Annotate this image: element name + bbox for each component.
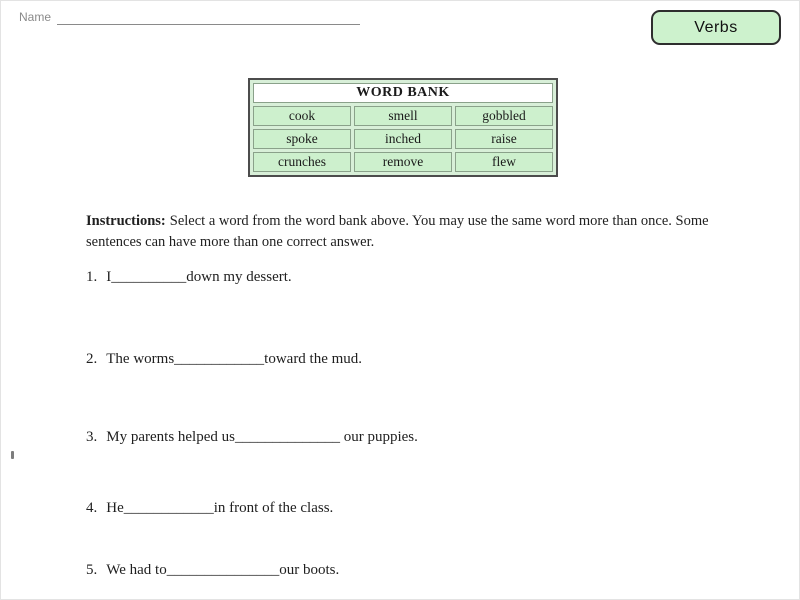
sentence-text-before: He [106, 500, 124, 516]
sentence-text-before: We had to [106, 562, 167, 578]
word-bank-title: WORD BANK [253, 83, 553, 103]
word-bank-header-row [253, 83, 553, 103]
sentence-number: 3. [86, 429, 98, 445]
sentence-text-before: The worms [106, 351, 175, 367]
word-bank-table [248, 78, 558, 177]
word-bank-row [253, 129, 553, 149]
word-bank-cell: remove [354, 152, 452, 172]
name-label: Name [19, 10, 52, 24]
sentence-number: 5. [86, 562, 98, 578]
word-bank-cell: smell [354, 106, 452, 126]
word-bank-cell: crunches [253, 152, 351, 172]
word-bank-row [253, 152, 553, 172]
sentence-text-before: I [106, 269, 112, 285]
sentence-4 [86, 500, 333, 517]
sentence-number: 4. [86, 500, 98, 516]
sentence-text-after: our puppies. [339, 429, 418, 445]
sentence-3 [86, 429, 418, 446]
instructions-label: Instructions: [86, 213, 166, 229]
answer-blank-2[interactable]: ____________ [174, 351, 265, 367]
sentence-2 [86, 351, 362, 368]
word-bank-cell: gobbled [455, 106, 553, 126]
sentence-5 [86, 562, 339, 579]
name-input-line[interactable] [57, 9, 360, 25]
sentence-text-before: My parents helped us [106, 429, 235, 445]
sentence-text-after: our boots. [279, 562, 340, 578]
answer-blank-5[interactable]: _______________ [166, 562, 280, 578]
stray-scan-mark [11, 451, 14, 459]
answer-blank-4[interactable]: ____________ [123, 500, 214, 516]
word-bank-cell: inched [354, 129, 452, 149]
word-bank-cell: flew [455, 152, 553, 172]
sentence-number: 1. [86, 269, 98, 285]
word-bank-row [253, 106, 553, 126]
name-field [19, 9, 360, 25]
sentence-text-after: down my dessert. [186, 269, 292, 285]
sentence-1 [86, 269, 292, 286]
answer-blank-1[interactable]: __________ [111, 269, 187, 285]
word-bank-cell: spoke [253, 129, 351, 149]
word-bank-cell: cook [253, 106, 351, 126]
instructions-text: Select a word from the word bank above. You may use the same word more than once. Some sentences can have more than one correct answer. [86, 213, 709, 251]
instructions-paragraph [86, 211, 714, 253]
verbs-title-badge [651, 10, 781, 45]
sentence-text-after: in front of the class. [213, 500, 334, 516]
sentence-number: 2. [86, 351, 98, 367]
answer-blank-3[interactable]: ______________ [234, 429, 340, 445]
verbs-title-label: Verbs [694, 18, 738, 36]
sentence-text-after: toward the mud. [264, 351, 363, 367]
word-bank-cell: raise [455, 129, 553, 149]
